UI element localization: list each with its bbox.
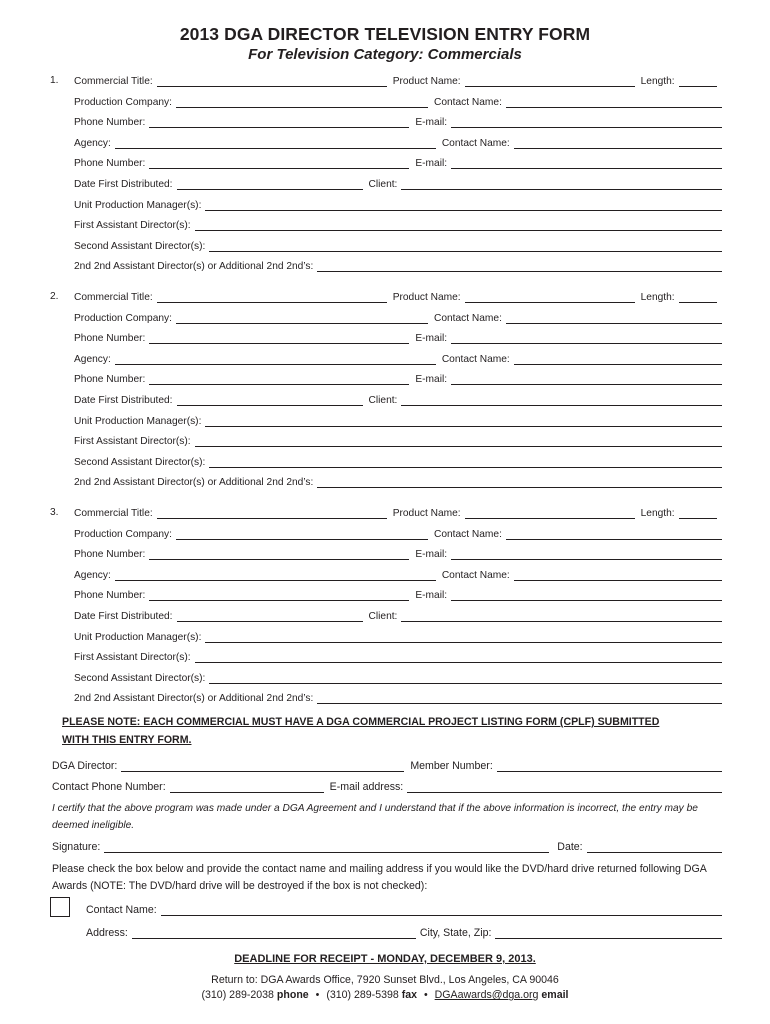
first-ad-field[interactable] bbox=[195, 651, 722, 663]
entry-row bbox=[74, 587, 722, 601]
date-label: Date: bbox=[557, 841, 583, 853]
phone-number-label: Phone Number: bbox=[74, 117, 146, 129]
product-name-field[interactable] bbox=[465, 507, 635, 519]
contact-phone-field[interactable] bbox=[170, 781, 324, 793]
phone-number-field[interactable] bbox=[149, 116, 409, 128]
client-field[interactable] bbox=[401, 610, 722, 622]
first-ad-field[interactable] bbox=[195, 219, 722, 231]
second-ad-label: Second Assistant Director(s): bbox=[74, 240, 206, 252]
entry-row bbox=[74, 567, 722, 581]
entry-row bbox=[74, 155, 722, 169]
email-field[interactable] bbox=[451, 116, 722, 128]
second-second-ad-field[interactable] bbox=[317, 260, 722, 272]
first-ad-label: First Assistant Director(s): bbox=[74, 436, 191, 448]
contact-info-line bbox=[0, 989, 770, 1001]
phone-number-label: Phone Number: bbox=[74, 333, 146, 345]
entry-row bbox=[74, 505, 722, 519]
contact-name-field[interactable] bbox=[506, 528, 722, 540]
entry-row bbox=[74, 546, 722, 560]
entry-row bbox=[74, 197, 722, 211]
contact-name-label: Contact Name: bbox=[433, 96, 502, 108]
return-checkbox[interactable] bbox=[50, 897, 70, 917]
agency-label: Agency: bbox=[74, 137, 111, 149]
cplf-note-line1: PLEASE NOTE: EACH COMMERCIAL MUST HAVE A DGA COMMERCIAL PROJECT LISTING FORM (CPLF) SUBMITTED bbox=[62, 716, 660, 728]
entry-row bbox=[74, 238, 722, 252]
client-label: Client: bbox=[368, 611, 398, 622]
fax-label: fax bbox=[401, 989, 418, 1001]
entry-row bbox=[74, 217, 722, 231]
fax-number: (310) 289-5398 bbox=[326, 989, 399, 1001]
product-name-label: Product Name: bbox=[392, 292, 461, 303]
phone-number: (310) 289-2038 bbox=[201, 989, 274, 1001]
unit-production-manager-field[interactable] bbox=[205, 631, 722, 643]
email-field[interactable] bbox=[451, 548, 722, 560]
email-label: E-mail: bbox=[415, 374, 448, 386]
second-ad-field[interactable] bbox=[209, 672, 722, 684]
entry-row bbox=[74, 433, 722, 447]
product-name-field[interactable] bbox=[465, 291, 635, 303]
agency-label: Agency: bbox=[74, 569, 111, 581]
client-field[interactable] bbox=[401, 394, 722, 406]
entry-row bbox=[74, 690, 722, 704]
agency-label: Agency: bbox=[74, 353, 111, 365]
entry-row bbox=[74, 392, 722, 406]
entry-row bbox=[74, 289, 722, 303]
length-label: Length: bbox=[640, 508, 675, 519]
signature-label: Signature: bbox=[52, 841, 101, 853]
first-ad-field[interactable] bbox=[195, 435, 722, 447]
entry-row bbox=[74, 135, 722, 149]
entry-row bbox=[74, 670, 722, 684]
agency-field[interactable] bbox=[115, 353, 436, 365]
production-company-label: Production Company: bbox=[74, 312, 172, 324]
unit-production-manager-field[interactable] bbox=[205, 415, 722, 427]
second-second-ad-label: 2nd 2nd Assistant Director(s) or Additional 2nd 2nd’s: bbox=[74, 693, 314, 705]
commercial-title-label: Commercial Title: bbox=[74, 292, 153, 303]
member-number-label: Member Number: bbox=[410, 760, 493, 772]
length-field[interactable] bbox=[679, 75, 717, 87]
client-label: Client: bbox=[368, 395, 398, 406]
contact-phone-label: Contact Phone Number: bbox=[52, 781, 166, 793]
contact-name-label: Contact Name: bbox=[441, 353, 510, 365]
date-first-distributed-field[interactable] bbox=[177, 394, 363, 406]
phone-number-label: Phone Number: bbox=[74, 158, 146, 170]
unit-production-manager-label: Unit Production Manager(s): bbox=[74, 199, 202, 211]
contact-name-label: Contact Name: bbox=[433, 312, 502, 324]
commercial-title-field[interactable] bbox=[157, 75, 387, 87]
entry-row bbox=[74, 258, 722, 272]
first-ad-label: First Assistant Director(s): bbox=[74, 652, 191, 664]
entry-row bbox=[74, 649, 722, 663]
client-field[interactable] bbox=[401, 178, 722, 190]
entry-row bbox=[74, 73, 722, 87]
dga-director-label: DGA Director: bbox=[52, 760, 118, 772]
bullet-separator: • bbox=[423, 989, 428, 1001]
entry-row bbox=[74, 371, 722, 385]
production-company-label: Production Company: bbox=[74, 528, 172, 540]
cplf-note bbox=[62, 713, 722, 749]
email-label: E-mail: bbox=[415, 158, 448, 170]
dga-director-field[interactable] bbox=[121, 760, 404, 772]
second-ad-label: Second Assistant Director(s): bbox=[74, 456, 206, 468]
date-first-distributed-label: Date First Distributed: bbox=[74, 179, 173, 190]
unit-production-manager-field[interactable] bbox=[205, 199, 722, 211]
contact-name-field[interactable] bbox=[506, 312, 722, 324]
entry-row bbox=[74, 454, 722, 468]
bullet-separator: • bbox=[315, 989, 320, 1001]
second-second-ad-field[interactable] bbox=[317, 692, 722, 704]
phone-number-field[interactable] bbox=[149, 373, 409, 385]
contact-name-field[interactable] bbox=[506, 96, 722, 108]
email-label: E-mail: bbox=[415, 333, 448, 345]
email-label: E-mail: bbox=[415, 590, 448, 602]
cplf-note-line2: WITH THIS ENTRY FORM. bbox=[62, 734, 192, 746]
entry-row bbox=[74, 608, 722, 622]
agency-field[interactable] bbox=[115, 569, 436, 581]
second-ad-field[interactable] bbox=[209, 240, 722, 252]
email-label: email bbox=[541, 989, 569, 1001]
entry-row bbox=[74, 474, 722, 488]
email-field[interactable] bbox=[451, 589, 722, 601]
email-address-label: E-mail address: bbox=[329, 781, 404, 793]
entry-number: 2. bbox=[50, 291, 59, 302]
unit-production-manager-label: Unit Production Manager(s): bbox=[74, 415, 202, 427]
phone-number-field[interactable] bbox=[149, 157, 409, 169]
return-request-text: Please check the box below and provide the contact name and mailing address if you would like the DVD/hard drive returned following DGA Awards (NOTE: The DVD/hard drive will be destroyed if the box is not checked): bbox=[52, 863, 707, 892]
return-contact-field[interactable] bbox=[161, 904, 722, 916]
length-field[interactable] bbox=[679, 291, 717, 303]
contact-name-label: Contact Name: bbox=[441, 137, 510, 149]
phone-number-field[interactable] bbox=[149, 548, 409, 560]
second-second-ad-field[interactable] bbox=[317, 476, 722, 488]
unit-production-manager-label: Unit Production Manager(s): bbox=[74, 631, 202, 643]
production-company-field[interactable] bbox=[176, 312, 428, 324]
production-company-field[interactable] bbox=[176, 96, 428, 108]
return-city-field[interactable] bbox=[495, 927, 722, 939]
entry-row bbox=[74, 114, 722, 128]
return-address-field[interactable] bbox=[132, 927, 416, 939]
contact-name-field[interactable] bbox=[514, 569, 722, 581]
return-contact-row bbox=[86, 902, 722, 916]
member-number-field[interactable] bbox=[497, 760, 722, 772]
client-label: Client: bbox=[368, 179, 398, 190]
return-address-label: Address: bbox=[86, 927, 128, 939]
entry-row bbox=[74, 176, 722, 190]
phone-number-label: Phone Number: bbox=[74, 549, 146, 561]
return-address-row bbox=[86, 925, 722, 939]
entry-row bbox=[74, 629, 722, 643]
email-label: E-mail: bbox=[415, 549, 448, 561]
deadline-text: DEADLINE FOR RECEIPT - MONDAY, DECEMBER 9, 2013. bbox=[234, 953, 536, 965]
phone-number-field[interactable] bbox=[149, 332, 409, 344]
product-name-label: Product Name: bbox=[392, 76, 461, 87]
commercial-title-label: Commercial Title: bbox=[74, 508, 153, 519]
production-company-label: Production Company: bbox=[74, 96, 172, 108]
second-ad-field[interactable] bbox=[209, 456, 722, 468]
return-city-label: City, State, Zip: bbox=[419, 927, 492, 939]
date-first-distributed-label: Date First Distributed: bbox=[74, 611, 173, 622]
entry-row bbox=[74, 94, 722, 108]
form-subtitle: For Television Category: Commercials bbox=[248, 46, 522, 63]
commercial-title-field[interactable] bbox=[157, 291, 387, 303]
return-contact-label: Contact Name: bbox=[86, 904, 157, 916]
product-name-label: Product Name: bbox=[392, 508, 461, 519]
contact-name-field[interactable] bbox=[514, 353, 722, 365]
certify-statement: I certify that the above program was made under a DGA Agreement and I understand that if the above information is incorrect, the entry may be deemed ineligible. bbox=[52, 803, 698, 831]
entry-number: 3. bbox=[50, 507, 59, 518]
first-ad-label: First Assistant Director(s): bbox=[74, 220, 191, 232]
phone-number-field[interactable] bbox=[149, 589, 409, 601]
entry-row bbox=[74, 351, 722, 365]
email-field[interactable] bbox=[451, 332, 722, 344]
return-address-text: Return to: DGA Awards Office, 7920 Sunset Blvd., Los Angeles, CA 90046 bbox=[211, 974, 559, 986]
second-ad-label: Second Assistant Director(s): bbox=[74, 672, 206, 684]
length-label: Length: bbox=[640, 76, 675, 87]
phone-number-label: Phone Number: bbox=[74, 590, 146, 602]
contact-name-label: Contact Name: bbox=[433, 528, 502, 540]
entry-row bbox=[74, 330, 722, 344]
email-field[interactable] bbox=[451, 157, 722, 169]
dga-director-row bbox=[52, 758, 722, 772]
email-link[interactable]: DGAawards@dga.org bbox=[434, 989, 539, 1001]
date-first-distributed-label: Date First Distributed: bbox=[74, 395, 173, 406]
date-field[interactable] bbox=[587, 841, 722, 853]
agency-field[interactable] bbox=[115, 137, 436, 149]
entry-row bbox=[74, 526, 722, 540]
production-company-field[interactable] bbox=[176, 528, 428, 540]
form-title: 2013 DGA DIRECTOR TELEVISION ENTRY FORM bbox=[179, 24, 591, 44]
email-address-field[interactable] bbox=[407, 781, 722, 793]
date-first-distributed-field[interactable] bbox=[177, 610, 363, 622]
length-field[interactable] bbox=[679, 507, 717, 519]
phone-number-label: Phone Number: bbox=[74, 374, 146, 386]
product-name-field[interactable] bbox=[465, 75, 635, 87]
length-label: Length: bbox=[640, 292, 675, 303]
email-field[interactable] bbox=[451, 373, 722, 385]
signature-row bbox=[52, 839, 722, 853]
second-second-ad-label: 2nd 2nd Assistant Director(s) or Additional 2nd 2nd’s: bbox=[74, 261, 314, 273]
contact-name-field[interactable] bbox=[514, 137, 722, 149]
phone-label: phone bbox=[276, 989, 309, 1001]
signature-field[interactable] bbox=[104, 841, 549, 853]
entry-row bbox=[74, 413, 722, 427]
entry-number: 1. bbox=[50, 75, 59, 86]
second-second-ad-label: 2nd 2nd Assistant Director(s) or Additional 2nd 2nd’s: bbox=[74, 477, 314, 489]
date-first-distributed-field[interactable] bbox=[177, 178, 363, 190]
contact-phone-row bbox=[52, 779, 722, 793]
commercial-title-field[interactable] bbox=[157, 507, 387, 519]
commercial-title-label: Commercial Title: bbox=[74, 76, 153, 87]
entry-row bbox=[74, 310, 722, 324]
email-label: E-mail: bbox=[415, 117, 448, 129]
contact-name-label: Contact Name: bbox=[441, 569, 510, 581]
